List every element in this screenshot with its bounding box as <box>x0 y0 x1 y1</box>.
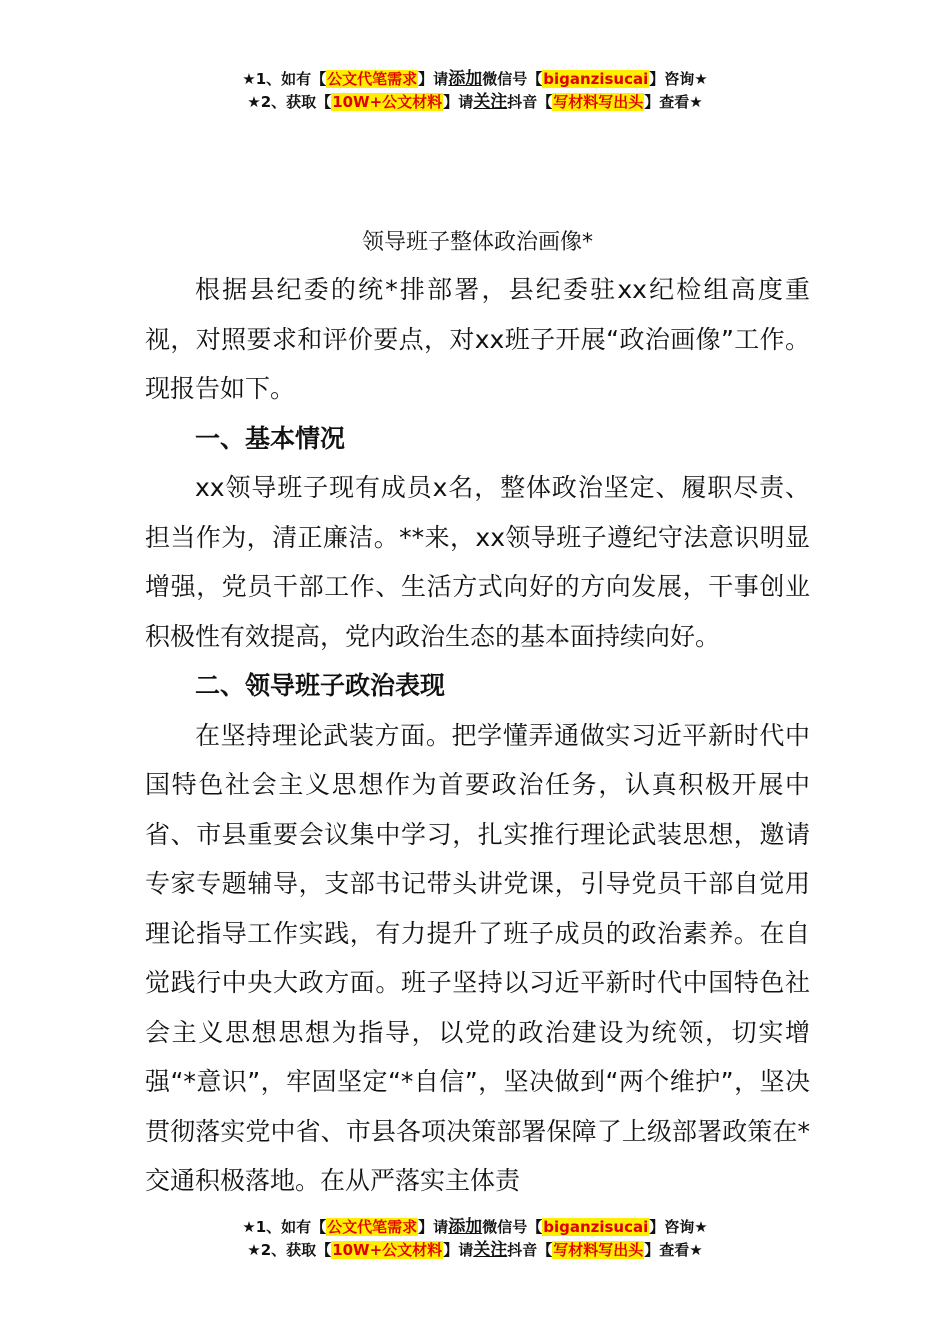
highlight-wechat-id: biganzisucai <box>543 70 649 88</box>
section-1-paragraph: xx领导班子现有成员x名，整体政治坚定、履职尽责、担当作为，清正廉洁。**来，xx领导班子遵纪守法意识明显增强，党员干部工作、生活方式向好的方向发展，干事创业积极性有效提高，党内政治生态的基本面持续向好。 <box>145 473 810 651</box>
bottom-banner <box>0 1216 950 1262</box>
document-title: 领导班子整体政治画像* <box>361 230 593 255</box>
highlight-materials: 10W+公文材料 <box>332 1241 443 1259</box>
section-heading-1: 一、基本情况 <box>195 423 346 453</box>
banner-line-2: ★2、获取【10W+公文材料】请关注抖音【写材料写出头】查看★ <box>247 1240 703 1260</box>
top-banner <box>0 68 950 114</box>
highlight-materials: 10W+公文材料 <box>332 93 443 111</box>
highlight-writing-service: 公文代笔需求 <box>327 1218 418 1236</box>
banner-line-1: ★1、如有【公文代笔需求】请添加微信号【biganzisucai】咨询★ <box>242 69 708 89</box>
document-body <box>145 228 810 1206</box>
highlight-writing-service: 公文代笔需求 <box>327 70 418 88</box>
intro-paragraph: 根据县纪委的统*排部署，县纪委驻xx纪检组高度重视，对照要求和评价要点，对xx班子开展“政治画像”工作。现报告如下。 <box>145 275 810 403</box>
section-heading-2: 二、领导班子政治表现 <box>195 671 446 700</box>
section-2-paragraph: 在坚持理论武装方面。把学懂弄通做实习近平新时代中国特色社会主义思想作为首要政治任务，认真积极开展中省、市县重要会议集中学习，扎实推行理论武装思想，邀请专家专题辅导，支部书记带头讲党课，引导党员干部自觉用理论指导工作实践，有力提升了班子成员的政治素养。在自觉践行中央大政方面。班子坚持以习近平新时代中国特色社会主义思想思想为指导，以党的政治建设为统领，切实增强“*意识”，牢固坚定“*自信”，坚决做到“两个维护”，坚决贯彻落实党中省、市县各项决策部署保障了上级部署政策在*交通积极落地。在从严落实主体责 <box>145 720 810 1195</box>
highlight-douyin: 写材料写出头 <box>553 1241 644 1259</box>
highlight-douyin: 写材料写出头 <box>553 93 644 111</box>
highlight-wechat-id: biganzisucai <box>543 1218 649 1236</box>
banner-line-1: ★1、如有【公文代笔需求】请添加微信号【biganzisucai】咨询★ <box>242 1217 708 1237</box>
banner-line-2: ★2、获取【10W+公文材料】请关注抖音【写材料写出头】查看★ <box>247 92 703 112</box>
